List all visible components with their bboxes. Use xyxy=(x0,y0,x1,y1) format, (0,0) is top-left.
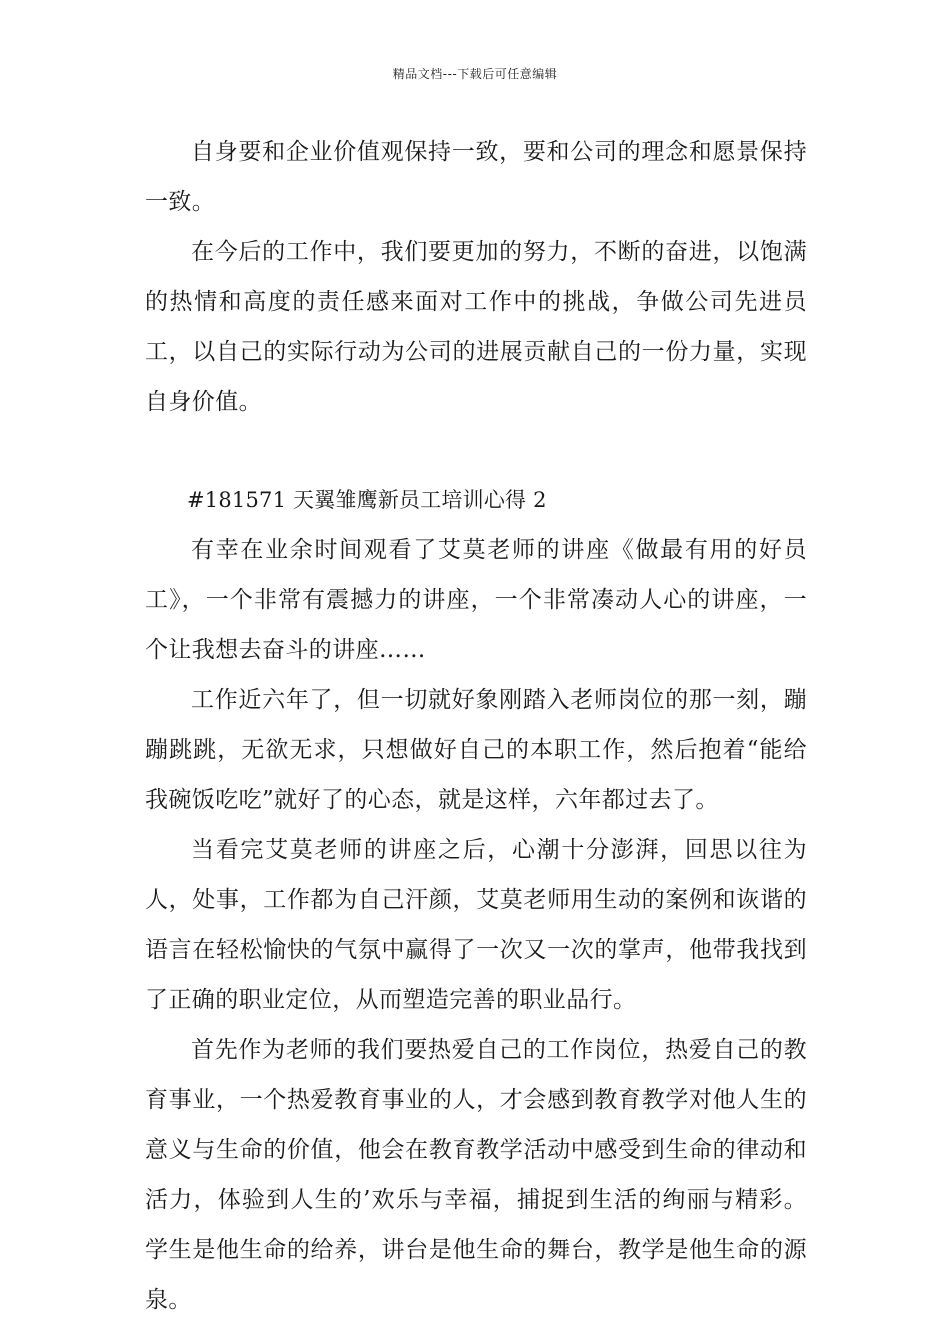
paragraph: 有幸在业余时间观看了艾莫老师的讲座《做最有用的好员工》，一个非常有震撼力的讲座，一个非常凑动人心的讲座，一个让我想去奋斗的讲座…… xyxy=(145,537,807,663)
paragraph: 在今后的工作中，我们要更加的努力，不断的奋进，以饱满的热情和高度的责任感来面对工作中的挑战，争做公司先进员工，以自己的实际行动为公司的进展贡献自己的一份力量，实现自身价值。 xyxy=(145,239,807,415)
paragraph: 当看完艾莫老师的讲座之后，心潮十分澎湃，回思以往为人，处事，工作都为自己汗颜，艾莫老师用生动的案例和诙谐的语言在轻松愉快的气氛中赢得了一次又一次的掌声，他带我找到了正确的职业定位，从而塑造完善的职业品行。 xyxy=(145,837,807,1013)
page-header: 精品文档---下载后可任意编辑 xyxy=(392,67,558,81)
paragraph: 首先作为老师的我们要热爱自己的工作岗位，热爱自己的教育事业，一个热爱教育事业的人，才会感到教育教学对他人生的意义与生命的价值，他会在教育教学活动中感受到生命的律动和活力，体验到人生的’欢乐与幸福，捕捉到生活的绚丽与精彩。学生是他生命的给养，讲台是他生命的舞台，教学是他生命的源泉。 xyxy=(145,1037,807,1313)
paragraph: 工作近六年了，但一切就好象刚踏入老师岗位的那一刻，蹦蹦跳跳，无欲无求，只想做好自己的本职工作，然后抱着“能给我碗饭吃吃”就好了的心态，就是这样，六年都过去了。 xyxy=(145,687,807,813)
section-heading: #181571 天翼雏鹰新员工培训心得 2 xyxy=(187,488,547,512)
paragraph: 自身要和企业价值观保持一致，要和公司的理念和愿景保持一致。 xyxy=(145,139,807,215)
document-body xyxy=(145,127,807,1325)
section-spacer xyxy=(145,427,807,475)
